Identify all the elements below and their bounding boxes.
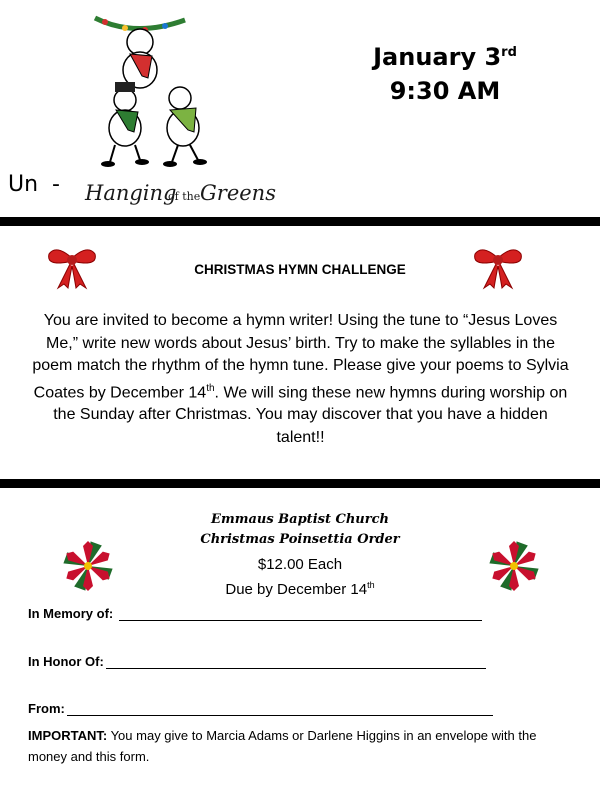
hymn-body-text-cont: . We will sing these new hymns during worship on the Sunday after Christmas. You may discover that you have a hidden talent!! — [53, 383, 568, 446]
in-memory-label: In Memory of: — [28, 606, 114, 621]
svg-text:Hanging: Hanging — [85, 181, 177, 205]
in-memory-field — [28, 606, 482, 621]
church-name: Emmaus Baptist Church — [211, 512, 389, 527]
hymn-body-sup: th — [206, 382, 215, 394]
from-label: From: — [28, 701, 65, 716]
due-date — [0, 580, 600, 598]
svg-text:of the: of the — [168, 190, 201, 203]
un-prefix: Un - — [8, 172, 60, 197]
date-suffix: rd — [501, 45, 517, 60]
important-label: IMPORTANT: — [28, 728, 108, 743]
svg-text:Greens: Greens — [200, 181, 276, 205]
due-date-text: Due by December 14 — [225, 581, 368, 598]
from-line[interactable] — [67, 701, 493, 716]
event-date-time — [330, 40, 560, 108]
event-date: January 3 — [373, 43, 502, 71]
due-date-sup: th — [367, 580, 375, 590]
hymn-body-text: You are invited to become a hymn writer! Using the tune to “Jesus Loves Me,” write new words about Jesus’ birth. Try to make the syllables in the poem match the rhythm of the hymn tune. Please give your poems to Sylvia Coates by December 14 — [32, 312, 569, 401]
important-note — [28, 725, 548, 767]
event-time: 9:30 AM — [389, 77, 501, 105]
in-memory-line[interactable] — [119, 606, 482, 621]
from-field — [28, 701, 493, 716]
in-honor-label: In Honor Of: — [28, 654, 104, 669]
in-honor-line[interactable] — [106, 654, 486, 669]
divider-bottom — [0, 479, 600, 488]
price: $12.00 Each — [257, 556, 343, 573]
in-honor-field — [28, 654, 486, 669]
order-title: Christmas Poinsettia Order — [200, 532, 400, 547]
divider-top — [0, 217, 600, 226]
hymn-challenge-body — [28, 310, 573, 449]
important-text: You may give to Marcia Adams or Darlene Higgins in an envelope with the money and this form. — [28, 728, 537, 764]
hymn-challenge-title: CHRISTMAS HYMN CHALLENGE — [194, 262, 406, 277]
